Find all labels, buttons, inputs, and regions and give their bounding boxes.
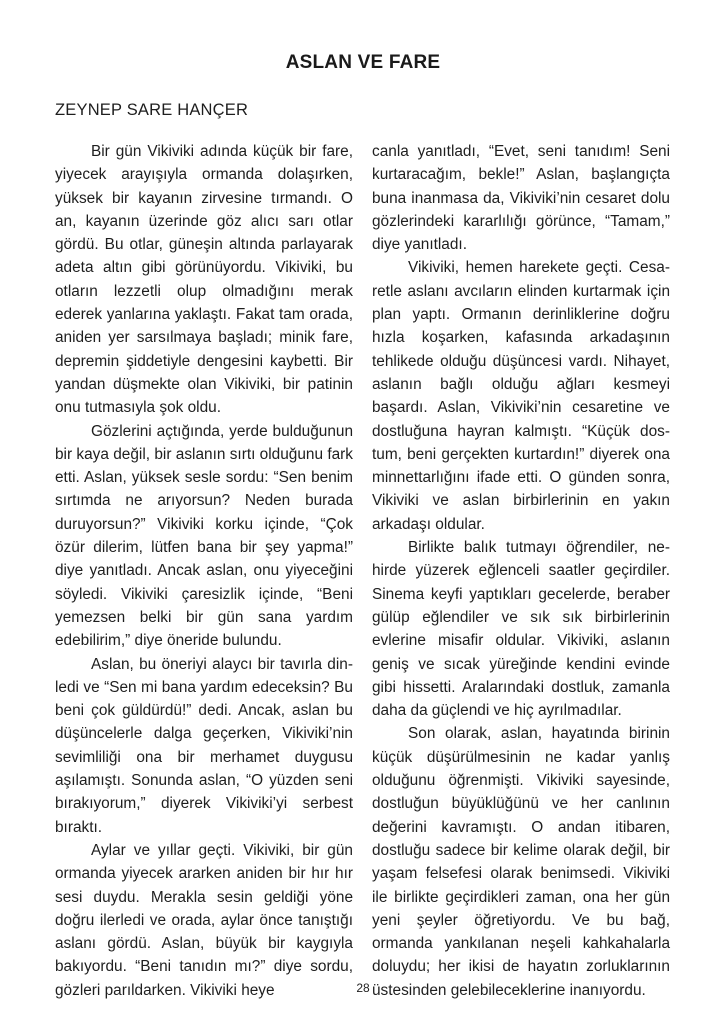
paragraph: Vikiviki, hemen harekete geçti. Cesaretle aslanı avcıların elinden kurtarmak için plan yaptı. Ormanın derinliklerine doğru hızla koşarken, kafasında arkadaşının tehlikede olduğu düşüncesi vardı. Nihayet, aslanın bağlı olduğu ağları kesmeyi başardı. Aslan, Vikiviki’nin cesaretine ve dostluğuna hayran kalmıştı. “Küçük dostum, beni gerçekten kurtardın!” diyerek ona minnettarlığını ifade etti. O günden sonra, Vikiviki ve aslan birbirlerinin en yakın arkadaşı oldular. [372,259,670,533]
page-number: 28 [356,981,370,995]
paragraph: Gözlerini açtığında, yerde bulduğunun bir kaya değil, bir aslanın sırtı olduğunu fark etti. Aslan, yüksek sesle sordu: “Sen benim sırtımda ne arıyorsun? Neden burada duruyorsun?” Vikiviki korku içinde, “Çok özür dilerim, lütfen bana bir şey yapma!” diye yanıtladı. Ancak aslan, onu yiyeceğini söyledi. Vikiviki çaresizlik içinde, “Beni yemezsen belki bir gün sana yardım edebilirim,” diye öneride bulundu. [55,422,353,650]
left-column [55,140,353,1002]
paragraph: Birlikte balık tutmayı öğrendiler, nehirde yüzerek eğlenceli saatler geçirdiler. Sinema keyfi yaptıkları gecelerde, beraber gülüp eğlendiler ve sık sık birbirlerinin evlerine misafir oldular. Vikiviki, aslanın geniş ve sıcak yüreğinde kendini evinde gibi hissetti. Aralarındaki dostluk, zamanla daha da güçlendi ve hiç ayrılmadılar. [372,539,670,720]
right-column [372,140,670,1002]
paragraph: Aylar ve yıllar geçti. Vikiviki, bir gün ormanda yiyecek ararken aniden bir hır hır sesi duydu. Merakla sesin geldiği yöne doğru ilerledi ve orada, aylar önce tanıştığı aslanı gördü. Aslan, büyük bir kaygıyla bakıyordu. “Beni tanıdın mı?” diye sordu, gözleri parıldarken. Vikiviki heye [55,841,353,999]
paragraph: Aslan, bu öneriyi alaycı bir tavırla dinledi ve “Sen mi bana yardım edeceksin? Bu beni çok güldürdü!” dedi. Ancak, aslan bu düşüncelerle dalga geçerken, Vikiviki’nin sevimliliği ona bir merhamet duygusu aşılamıştı. Sonunda aslan, “O yüzden seni bırakıyorum,” diyerek Vikiviki’yi serbest bıraktı. [55,655,353,836]
author-name: ZEYNEP SARE HANÇER [55,101,249,119]
paragraph-continued: canla yanıtladı, “Evet, seni tanıdım! Seni kurtaracağım, bekle!” Aslan, başlangıçta buna inanmasa da, Vikiviki’nin cesaret dolu gözlerindeki kararlılığı görünce, “Tamam,” diye yanıtladı. [372,143,670,254]
story-title: ASLAN VE FARE [285,52,441,73]
paragraph: Son olarak, aslan, hayatında birinin küçük düşürülmesinin ne kadar yanlış olduğunu öğrenmişti. Vikiviki sayesinde, dostluğun büyüklüğünü ve her canlının değerini kavramıştı. O andan itibaren, dostluğu sadece bir kelime olarak değil, bir yaşam felsefesi olarak benimsedi. Vikiviki ile birlikte geçirdikleri zaman, ona her gün yeni şeyler öğretiyordu. Ve bu bağ, ormanda yankılanan neşeli kahkahalarla doluydu; her ikisi de hayatın zorluklarının üstesinden gelebileceklerine inanıyordu. [372,725,670,999]
paragraph: Bir gün Vikiviki adında küçük bir fare, yiyecek arayışıyla ormanda dolaşırken, yüksek bir kayanın zirvesine tırmandı. O an, kayanın üzerinde göz alıcı sarı otlar gördü. Bu otlar, güneşin altında parlayarak adeta altın gibi görünüyordu. Vikiviki, bu otların lezzetli olup olmadığını merak ederek yanlarına yaklaştı. Fakat tam orada, aniden yer sarsılmaya başladı; minik fare, depremin şiddetiyle dengesini kaybetti. Bir yandan düşmekte olan Vikiviki, bir patinin onu tutmasıyla şok oldu. [55,143,353,417]
